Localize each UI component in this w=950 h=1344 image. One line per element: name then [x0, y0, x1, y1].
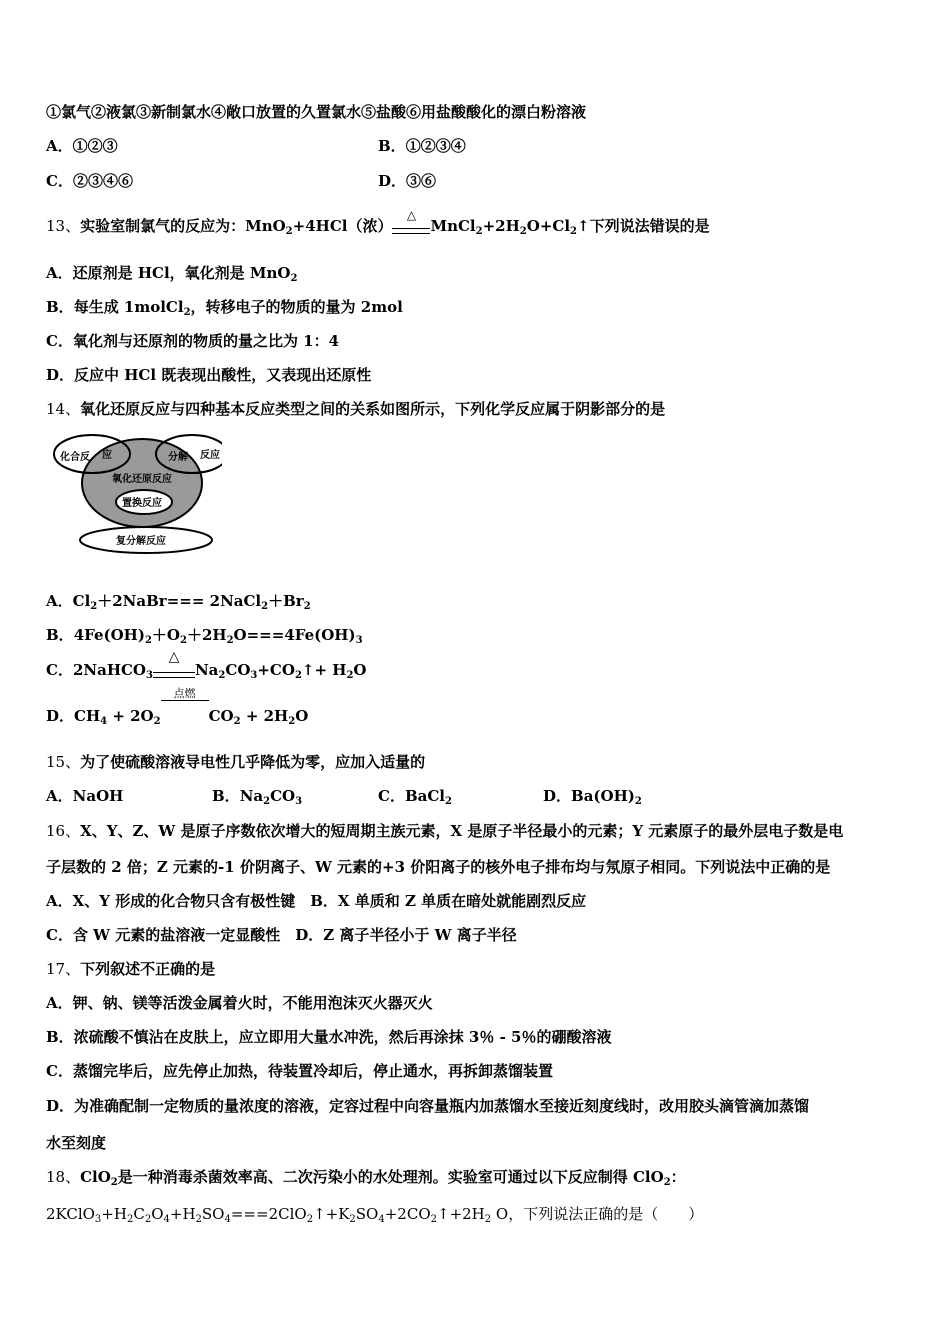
q13-option-a: A．还原剂是 HCl，氧化剂是 MnO$_2$ — [46, 264, 298, 284]
reaction-type-diagram — [52, 428, 222, 558]
q17-stem: 17、下列叙述不正确的是 — [46, 960, 216, 978]
q14-option-c: C．2NaHCO$_3$ △ $Na_2CO_3+CO_2↑+ H_2O$ — [46, 649, 367, 681]
q16-stem-line2: 子层数的 2 倍；Z 元素的-1 价阴离子、W 元素的+3 价阳离子的核外电子排布均与氖原子相同。下列说法中正确的是 — [46, 858, 831, 876]
decomposition-label-2: 反应 — [200, 450, 220, 461]
q12-option-a: A．①②③ — [46, 137, 118, 155]
q13-option-b: B．每生成 1molCl$_2$，转移电子的物质的量为 2mol — [46, 298, 403, 318]
q13-stem: 13、实验室制氯气的反应为：MnO$_2$+4HCl（浓） △ $MnCl_2+2H_2O+Cl_2↑$下列说法错误的是 — [46, 208, 710, 237]
decomposition-label: 分解 — [168, 452, 188, 463]
combination-label-2: 应 — [102, 450, 112, 461]
reaction-condition-ignite: 点燃 — [161, 707, 209, 727]
q14-option-d: D．$CH_4 + 2O_2$ 点燃 $CO_2 + 2H_2O$ — [46, 687, 309, 727]
q12-stem: ①氯气②液氯③新制氯水④敞口放置的久置氯水⑤盐酸⑥用盐酸酸化的漂白粉溶液 — [46, 103, 587, 121]
q17-option-d-line1: D．为准确配制一定物质的量浓度的溶液，定容过程中向容量瓶内加蒸馏水至接近刻度线时，改用胶头滴管滴加蒸馏 — [46, 1097, 810, 1115]
reaction-condition-heat: △ — [392, 217, 430, 237]
q15-option-d: D．$Ba(OH)_2$ — [543, 787, 642, 807]
q18-equation: $2KClO_3+H_2C_2O_4+H_2SO_4===2ClO_2↑+K_2SO_4+2CO_2↑+2H_2$ O，下列说法正确的是（ ） — [46, 1205, 704, 1225]
reaction-condition-heat: △ — [153, 661, 195, 681]
q14-option-b: B．$4Fe(OH)_2+O_2+2H_2O===4Fe(OH)_3$ — [46, 626, 363, 646]
double-decomposition-label: 复分解反应 — [116, 536, 166, 547]
combination-label: 化合反 — [60, 452, 90, 463]
q18-stem: 18、ClO$_2$是一种消毒杀菌效率高、二次污染小的水处理剂。实验室可通过以下反应制得 ClO$_2$： — [46, 1168, 686, 1188]
q16-options-ab: A．X、Y 形成的化合物只含有极性键 B．X 单质和 Z 单质在暗处就能剧烈反应 — [46, 892, 587, 910]
q15-option-a: A．NaOH — [46, 787, 124, 805]
q12-option-d: D．③⑥ — [378, 172, 437, 190]
redox-label: 氧化还原反应 — [112, 474, 172, 485]
q15-option-b: B．$Na_2CO_3$ — [212, 787, 303, 807]
q17-option-a: A．钾、钠、镁等活泼金属着火时，不能用泡沫灭火器灭火 — [46, 994, 433, 1012]
q15-stem: 15、为了使硫酸溶液导电性几乎降低为零，应加入适量的 — [46, 753, 426, 771]
q14-stem: 14、氧化还原反应与四种基本反应类型之间的关系如图所示，下列化学反应属于阴影部分的是 — [46, 400, 666, 418]
q12-option-c: C．②③④⑥ — [46, 172, 133, 190]
q12-option-b: B．①②③④ — [378, 137, 466, 155]
q14-option-a: A．$Cl_2+2NaBr===$ $2NaCl_2+Br_2$ — [46, 592, 311, 612]
q17-option-d-line2: 水至刻度 — [46, 1134, 107, 1152]
q17-option-c: C．蒸馏完毕后，应先停止加热，待装置冷却后，停止通水，再拆卸蒸馏装置 — [46, 1062, 553, 1080]
replacement-label: 置换反应 — [122, 498, 162, 509]
q17-option-b: B．浓硫酸不慎沾在皮肤上，应立即用大量水冲洗，然后再涂抹 3％ - 5％的硼酸溶液 — [46, 1028, 612, 1046]
q13-option-c: C．氧化剂与还原剂的物质的量之比为 1：4 — [46, 332, 340, 350]
q16-stem-line1: 16、X、Y、Z、W 是原子序数依次增大的短周期主族元素，X 是原子半径最小的元素；Y 元素原子的最外层电子数是电 — [46, 822, 844, 840]
q16-options-cd: C．含 W 元素的盐溶液一定显酸性 D．Z 离子半径小于 W 离子半径 — [46, 926, 517, 944]
q15-option-c: C．BaCl$_2$ — [378, 787, 452, 807]
q13-option-d: D．反应中 HCl 既表现出酸性，又表现出还原性 — [46, 366, 372, 384]
